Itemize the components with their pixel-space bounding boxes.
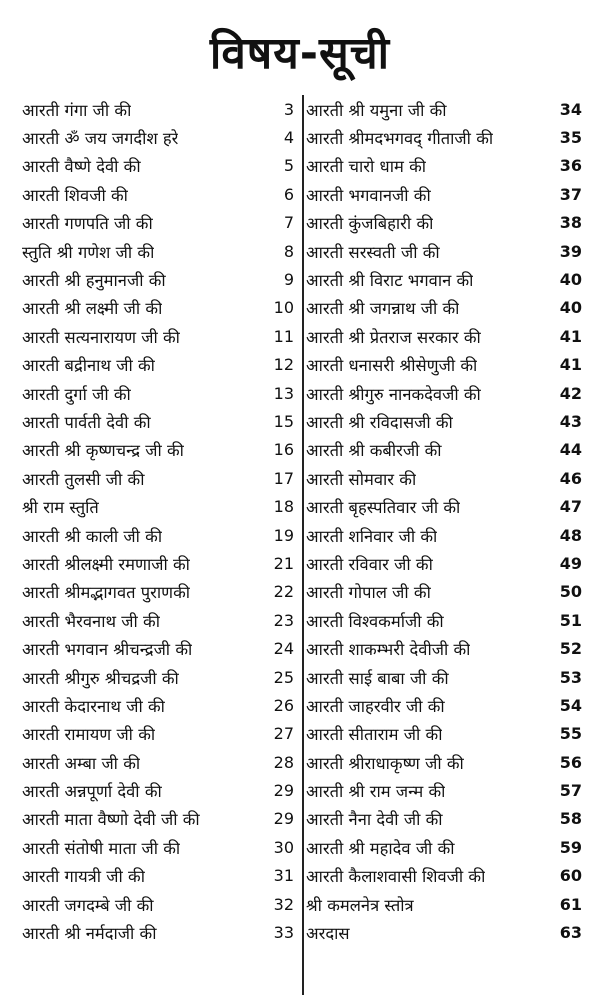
toc-entry-title: आरती ॐ जय जगदीश हरे — [22, 129, 179, 149]
toc-entry-title: आरती श्री कृष्णचन्द्र जी की — [22, 441, 184, 461]
toc-entry-title: आरती श्री रविदासजी की — [306, 412, 453, 432]
toc-entry-title: आरती श्रीगुरु नानकदेवजी की — [306, 384, 481, 404]
toc-entry-page-number: 23 — [273, 610, 294, 630]
toc-entry-page-number: 5 — [283, 156, 294, 176]
toc-entry — [306, 123, 582, 151]
toc-entry-title: आरती सोमवार की — [306, 469, 417, 489]
toc-entry-page-number: 41 — [559, 355, 582, 375]
toc-entry-title: आरती अन्नपूर्णा देवी की — [22, 782, 162, 802]
toc-entry — [22, 634, 294, 662]
toc-entry-title: आरती भगवानजी की — [306, 185, 431, 205]
toc-left-column — [22, 95, 294, 947]
toc-entry-title: आरती गायत्री जी की — [22, 867, 146, 887]
toc-entry — [22, 123, 294, 151]
toc-entry — [22, 918, 294, 946]
toc-entry — [22, 720, 294, 748]
toc-entry-title: आरती विश्वकर्माजी की — [306, 611, 444, 631]
toc-entry — [306, 351, 582, 379]
toc-entry — [22, 578, 294, 606]
toc-entry-page-number: 25 — [273, 667, 294, 687]
toc-entry-title: आरती साई बाबा जी की — [306, 668, 449, 688]
toc-entry-page-number: 26 — [273, 695, 294, 715]
toc-entry-title: आरती गणपति जी की — [22, 214, 153, 234]
toc-entry — [22, 351, 294, 379]
toc-entry — [306, 237, 582, 265]
toc-entry-title: आरती कुंजबिहारी की — [306, 214, 434, 234]
toc-entry — [306, 549, 582, 577]
toc-entry — [22, 464, 294, 492]
toc-entry-page-number: 4 — [283, 128, 294, 148]
toc-entry — [306, 890, 582, 918]
toc-entry-page-number: 38 — [559, 213, 582, 233]
toc-entry-title: आरती तुलसी जी की — [22, 469, 145, 489]
toc-entry-page-number: 58 — [559, 809, 582, 829]
toc-entry-title: आरती भगवान श्रीचन्द्रजी की — [22, 640, 193, 660]
toc-entry — [22, 549, 294, 577]
toc-entry-page-number: 6 — [283, 184, 294, 204]
toc-entry — [22, 521, 294, 549]
toc-entry-page-number: 35 — [559, 128, 582, 148]
toc-entry-title: आरती श्री काली जी की — [22, 526, 163, 546]
toc-entry-page-number: 30 — [273, 837, 294, 857]
toc-entry-page-number: 47 — [559, 497, 582, 517]
toc-entry-page-number: 44 — [559, 440, 582, 460]
toc-entry-page-number: 29 — [273, 809, 294, 829]
toc-entry — [306, 265, 582, 293]
toc-entry-title: आरती श्रीराधाकृष्ण जी की — [306, 753, 464, 773]
toc-entry-page-number: 31 — [273, 866, 294, 886]
toc-entry-title: आरती भैरवनाथ जी की — [22, 611, 160, 631]
toc-entry — [22, 890, 294, 918]
toc-entry — [306, 152, 582, 180]
toc-entry-title: आरती शाकम्भरी देवीजी की — [306, 640, 471, 660]
toc-entry-title: आरती श्री प्रेतराज सरकार की — [306, 327, 481, 347]
toc-entry-page-number: 59 — [559, 837, 582, 857]
toc-entry-page-number: 15 — [273, 411, 294, 431]
toc-entry-title: आरती वैष्णे देवी की — [22, 157, 141, 177]
toc-entry — [22, 805, 294, 833]
toc-entry-title: आरती श्री महादेव जी की — [306, 838, 455, 858]
toc-entry-title: श्री राम स्तुति — [22, 498, 99, 518]
toc-entry-page-number: 17 — [273, 468, 294, 488]
toc-entry-title: आरती श्री कबीरजी की — [306, 441, 442, 461]
toc-entry — [306, 776, 582, 804]
toc-entry — [306, 379, 582, 407]
toc-entry — [306, 578, 582, 606]
toc-entry-title: आरती बृहस्पतिवार जी की — [306, 498, 461, 518]
toc-entry-page-number: 46 — [559, 468, 582, 488]
toc-entry-page-number: 37 — [559, 184, 582, 204]
toc-entry — [22, 95, 294, 123]
toc-entry — [22, 606, 294, 634]
toc-entry-title: आरती चारो धाम की — [306, 157, 427, 177]
toc-entry-title: आरती केदारनाथ जी की — [22, 696, 165, 716]
toc-entry-title: आरती श्री हनुमानजी की — [22, 271, 166, 291]
toc-entry-page-number: 9 — [283, 270, 294, 290]
toc-entry — [306, 833, 582, 861]
toc-entry — [306, 748, 582, 776]
toc-entry-page-number: 34 — [559, 99, 582, 119]
toc-entry — [22, 436, 294, 464]
toc-entry-title: आरती श्री लक्ष्मी जी की — [22, 299, 163, 319]
toc-entry-title: आरती बद्रीनाथ जी की — [22, 356, 155, 376]
toc-entry-page-number: 57 — [559, 781, 582, 801]
toc-entry — [22, 663, 294, 691]
toc-entry-page-number: 32 — [273, 894, 294, 914]
toc-entry — [306, 492, 582, 520]
toc-entry — [306, 862, 582, 890]
toc-entry-title: स्तुति श्री गणेश जी की — [22, 242, 155, 262]
toc-entry — [22, 322, 294, 350]
toc-entry-title: आरती सत्यनारायण जी की — [22, 327, 180, 347]
toc-entry-page-number: 11 — [273, 326, 294, 346]
toc-entry — [22, 748, 294, 776]
toc-entry-page-number: 41 — [559, 326, 582, 346]
toc-entry — [22, 180, 294, 208]
toc-entry-title: आरती गंगा जी की — [22, 100, 132, 120]
toc-entry-title: आरती श्री जगन्नाथ जी की — [306, 299, 460, 319]
toc-entry-page-number: 52 — [559, 639, 582, 659]
toc-entry — [22, 209, 294, 237]
toc-entry-title: आरती शनिवार जी की — [306, 526, 438, 546]
toc-entry — [306, 720, 582, 748]
toc-entry-page-number: 54 — [559, 695, 582, 715]
toc-entry — [306, 663, 582, 691]
toc-entry-page-number: 43 — [559, 411, 582, 431]
toc-entry-title: आरती माता वैष्णो देवी जी की — [22, 810, 200, 830]
toc-entry — [306, 691, 582, 719]
toc-entry — [22, 294, 294, 322]
toc-entry — [306, 294, 582, 322]
toc-entry — [22, 862, 294, 890]
toc-entry-page-number: 36 — [559, 156, 582, 176]
toc-entry-title: आरती जगदम्बे जी की — [22, 895, 154, 915]
toc-entry-page-number: 53 — [559, 667, 582, 687]
toc-entry — [306, 95, 582, 123]
toc-entry-page-number: 18 — [273, 497, 294, 517]
toc-entry — [306, 209, 582, 237]
toc-entry-page-number: 51 — [559, 610, 582, 630]
toc-entry — [306, 436, 582, 464]
toc-entry — [306, 805, 582, 833]
toc-entry-page-number: 19 — [273, 525, 294, 545]
toc-entry-title: आरती सरस्वती जी की — [306, 242, 440, 262]
toc-entry-title: आरती जाहरवीर जी की — [306, 696, 445, 716]
toc-entry-title: आरती गोपाल जी की — [306, 583, 431, 603]
toc-entry-page-number: 56 — [559, 752, 582, 772]
toc-entry-page-number: 61 — [559, 894, 582, 914]
toc-entry-title: आरती श्री राम जन्म की — [306, 782, 446, 802]
toc-entry-page-number: 63 — [559, 923, 582, 943]
toc-entry — [306, 606, 582, 634]
toc-entry — [306, 464, 582, 492]
toc-entry-page-number: 39 — [559, 241, 582, 261]
toc-entry-title: आरती श्रीमदभगवद् गीताजी की — [306, 129, 494, 149]
toc-entry-title: आरती श्रीलक्ष्मी रमणाजी की — [22, 554, 190, 574]
toc-entry-page-number: 33 — [273, 923, 294, 943]
toc-entry-page-number: 55 — [559, 724, 582, 744]
toc-entry — [22, 492, 294, 520]
toc-entry-title: आरती अम्बा जी की — [22, 753, 141, 773]
toc-entry — [306, 180, 582, 208]
toc-entry-title: आरती रामायण जी की — [22, 725, 156, 745]
toc-entry-page-number: 27 — [273, 724, 294, 744]
toc-entry — [22, 152, 294, 180]
toc-entry — [22, 407, 294, 435]
column-divider — [302, 95, 304, 995]
toc-entry-title: आरती धनासरी श्रीसेणुजी की — [306, 356, 478, 376]
toc-entry-title: आरती शिवजी की — [22, 185, 128, 205]
toc-entry-title: आरती श्री नर्मदाजी की — [22, 924, 157, 944]
toc-entry — [306, 407, 582, 435]
toc-entry-page-number: 24 — [273, 639, 294, 659]
toc-entry-page-number: 10 — [273, 298, 294, 318]
toc-entry — [22, 833, 294, 861]
toc-entry-page-number: 8 — [283, 241, 294, 261]
toc-entry-title: आरती श्री विराट भगवान की — [306, 271, 474, 291]
toc-entry-title: आरती श्रीगुरु श्रीचद्रजी की — [22, 668, 179, 688]
toc-entry — [306, 322, 582, 350]
toc-entry — [22, 265, 294, 293]
toc-entry-page-number: 28 — [273, 752, 294, 772]
toc-entry-page-number: 22 — [273, 582, 294, 602]
toc-entry-page-number: 7 — [283, 213, 294, 233]
toc-entry — [306, 918, 582, 946]
toc-entry-page-number: 29 — [273, 781, 294, 801]
toc-entry-title: आरती दुर्गा जी की — [22, 384, 131, 404]
toc-entry-title: आरती श्रीमद्भागवत पुराणकी — [22, 583, 191, 603]
toc-entry-page-number: 49 — [559, 553, 582, 573]
toc-entry-page-number: 21 — [273, 553, 294, 573]
toc-entry-page-number: 42 — [559, 383, 582, 403]
toc-entry — [306, 521, 582, 549]
toc-entry-title: श्री कमलनेत्र स्तोत्र — [306, 895, 414, 915]
toc-entry — [22, 691, 294, 719]
toc-entry-title: अरदास — [306, 924, 350, 944]
toc-entry-title: आरती कैलाशवासी शिवजी की — [306, 867, 486, 887]
toc-entry-title: आरती नैना देवी जी की — [306, 810, 443, 830]
toc-entry-title: आरती पार्वती देवी की — [22, 412, 151, 432]
toc-entry-page-number: 3 — [283, 99, 294, 119]
toc-entry-title: आरती संतोषी माता जी की — [22, 838, 181, 858]
toc-entry — [306, 634, 582, 662]
toc-entry-page-number: 40 — [559, 298, 582, 318]
toc-entry-title: आरती श्री यमुना जी की — [306, 100, 447, 120]
toc-entry-page-number: 48 — [559, 525, 582, 545]
toc-entry — [22, 379, 294, 407]
toc-entry-title: आरती रविवार जी की — [306, 554, 433, 574]
toc-entry-page-number: 13 — [273, 383, 294, 403]
toc-entry-page-number: 60 — [559, 866, 582, 886]
toc-right-column — [306, 95, 582, 947]
toc-entry-page-number: 50 — [559, 582, 582, 602]
page-title: विषय-सूची — [209, 28, 391, 79]
toc-entry-page-number: 12 — [273, 355, 294, 375]
toc-entry-page-number: 40 — [559, 270, 582, 290]
toc-entry-page-number: 16 — [273, 440, 294, 460]
toc-entry — [22, 237, 294, 265]
toc-entry — [22, 776, 294, 804]
toc-entry-title: आरती सीताराम जी की — [306, 725, 443, 745]
